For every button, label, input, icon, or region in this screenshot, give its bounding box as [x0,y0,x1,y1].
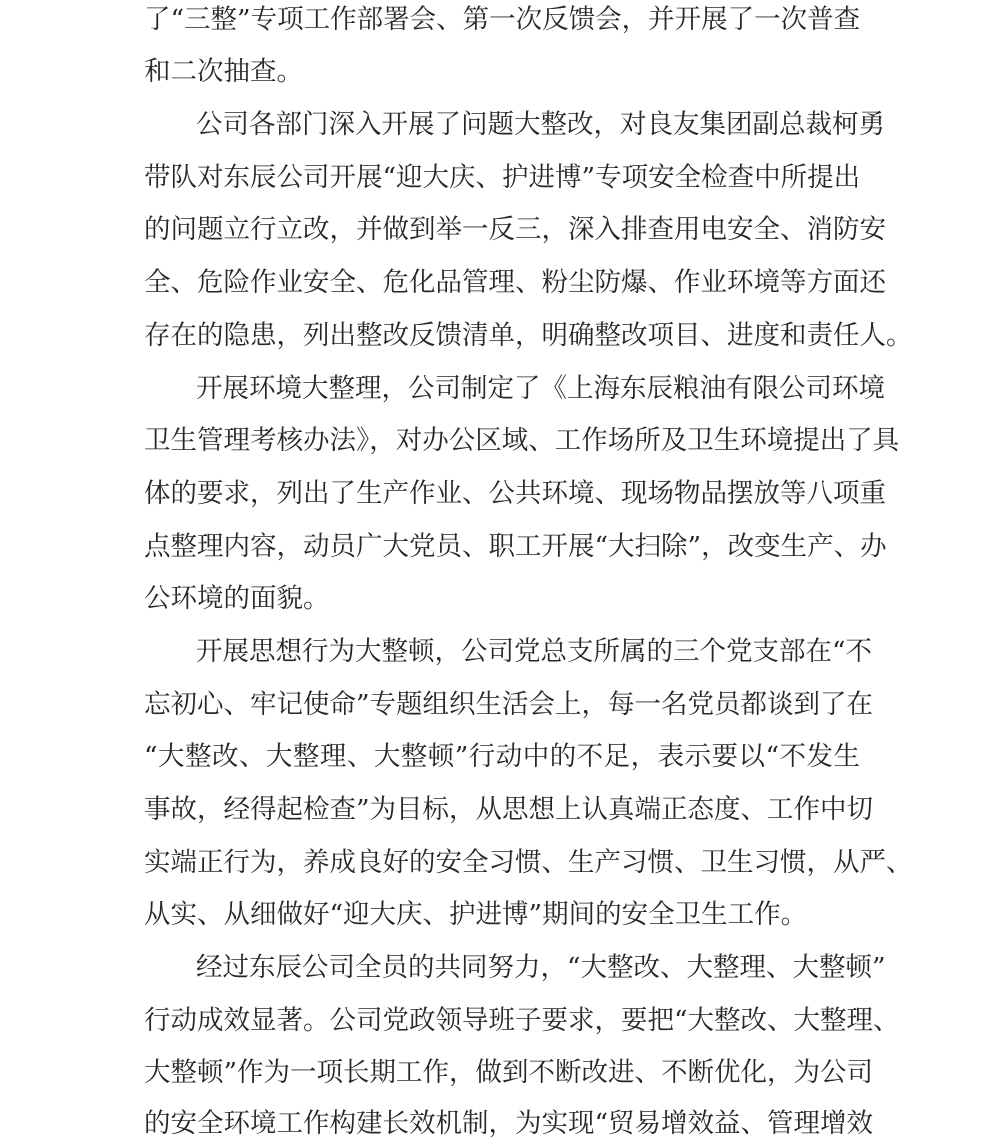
text-line: 大整顿”作为一项长期工作，做到不断改进、不断优化，为公司 [144,1057,874,1088]
text-line: 的安全环境工作构建长效机制，为实现“贸易增效益、管理增效 [144,1108,874,1139]
text-line: 了“三整”专项工作部署会、第一次反馈会，并开展了一次普查 [144,4,861,35]
text-line: 带队对东辰公司开展“迎大庆、护进博”专项安全检查中所提出 [144,162,861,193]
text-line: 经过东辰公司全员的共同努力，“大整改、大整理、大整顿” [196,952,886,983]
text-line: 忘初心、牢记使命”专题组织生活会上，每一名党员都谈到了在 [144,689,874,720]
text-line: 开展思想行为大整顿，公司党总支所属的三个党支部在“不 [196,636,873,667]
text-line: 实端正行为，养成良好的安全习惯、生产习惯、卫生习惯，从严、 [144,847,913,878]
text-line: 存在的隐患，列出整改反馈清单，明确整改项目、进度和责任人。 [144,320,913,351]
text-line: “大整改、大整理、大整顿”行动中的不足，表示要以“不发生 [144,741,860,772]
text-line: 的问题立行立改，并做到举一反三，深入排查用电安全、消防安 [144,214,886,245]
text-line: 点整理内容，动员广大党员、职工开展“大扫除”，改变生产、办 [144,531,887,562]
text-line: 卫生管理考核办法》，对办公区域、工作场所及卫生环境提出了具 [144,425,900,456]
text-line: 行动成效显著。公司党政领导班子要求，要把“大整改、大整理、 [144,1005,900,1036]
text-line: 从实、从细做好“迎大庆、护进博”期间的安全卫生工作。 [144,899,808,930]
text-line: 事故，经得起检查”为目标，从思想上认真端正态度、工作中切 [144,794,874,825]
text-line: 开展环境大整理，公司制定了《上海东辰粮油有限公司环境 [196,373,885,404]
text-line: 全、危险作业安全、危化品管理、粉尘防爆、作业环境等方面还 [144,267,886,298]
text-line: 公司各部门深入开展了问题大整改，对良友集团副总裁柯勇 [196,109,885,140]
text-line: 体的要求，列出了生产作业、公共环境、现场物品摆放等八项重 [144,478,886,509]
text-line: 和二次抽查。 [144,56,303,87]
text-line: 公环境的面貌。 [144,583,330,614]
